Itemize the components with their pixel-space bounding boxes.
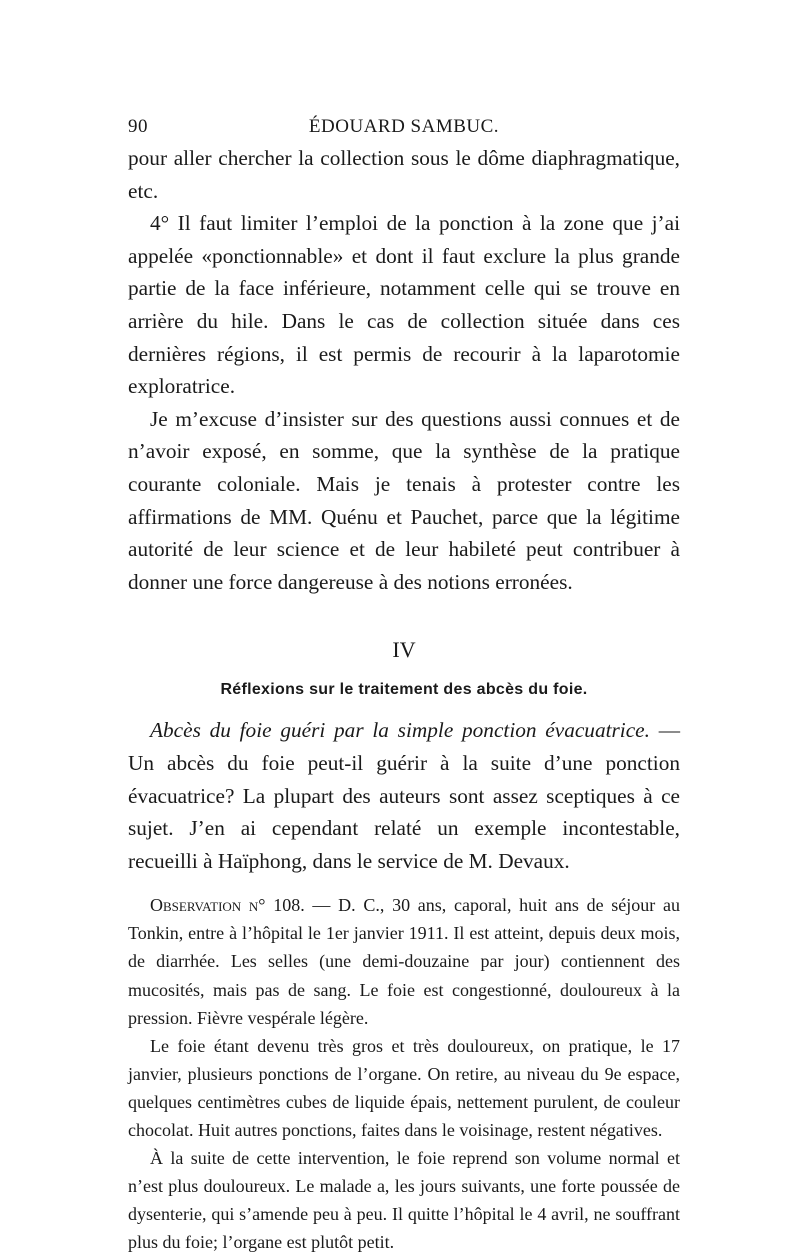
section-title: Réflexions sur le traitement des abcès du foie. <box>220 681 588 699</box>
section-number: IV <box>392 637 416 663</box>
observation-block <box>128 891 680 1256</box>
paragraph-outcome: À la suite de cette intervention, le foie reprend son volume normal et n’est plus douloureux. Le malade a, les jours suivants, une forte poussée de dysenterie, qui s’amende peu à peu. Il quitte l’hôpital le 4 avril, ne souffrant plus du foie; l’organe est plutôt petit. <box>128 1148 680 1253</box>
case-intro <box>128 714 680 877</box>
case-intro-paragraph <box>128 714 680 877</box>
running-title: ÉDOUARD SAMBUC. <box>308 116 500 137</box>
paragraph-continuation: pour aller chercher la collection sous le dôme diaphragmatique, etc. <box>128 146 680 203</box>
observation-paragraph <box>128 891 680 1031</box>
running-header <box>128 112 680 142</box>
case-intro-text: — Un abcès du foie peut-il guérir à la suite d’une ponction évacuatrice? La plupart des auteurs sont assez sceptiques à ce sujet. J’en ai cependant relaté un exemple incontestable, recueilli à Haïphong, dans le service de M. Devaux. <box>128 718 680 873</box>
book-page <box>128 112 680 1257</box>
paragraph-ponction: Le foie étant devenu très gros et très douloureux, on pratique, le 17 janvier, plusieurs ponctions de l’organe. On retire, au niveau du 9e espace, quelques centimètres cubes de liquide épais, nettement purulent, de couleur chocolat. Huit autres ponctions, faites dans le voisinage, restent négatives. <box>128 1035 680 1141</box>
paragraph-point-4: 4° Il faut limiter l’emploi de la ponction à la zone que j’ai appelée «ponctionnable» et dont il faut exclure la plus grande partie de la face inférieure, notamment celle qui se trouve en arrière du hile. Dans le cas de collection située dans ces dernières régions, il est permis de recourir à la laparotomie exploratrice. <box>128 211 680 399</box>
observation-text: — D. C., 30 ans, caporal, huit ans de séjour au Tonkin, entre à l’hôpital le 1er janvier 1911. Il est atteint, depuis deux mois, de diarrhée. Les selles (une demi-douzaine par jour) contiennent des mucosités, mais pas de sang. Le foie est congestionné, douloureux à la pression. Fièvre vespérale légère. <box>128 895 680 1028</box>
observation-label: Observation n° 108. <box>150 895 305 916</box>
case-title: Abcès du foie guéri par la simple ponction évacuatrice. <box>150 718 650 743</box>
paragraph-apology: Je m’excuse d’insister sur des questions aussi connues et de n’avoir exposé, en somme, que la synthèse de la pratique courante coloniale. Mais je tenais à protester contre les affirmations de MM. Quénu et Pauchet, parce que la légitime autorité de leur science et de leur habileté peut contribuer à donner une force dangereuse à des notions erronées. <box>128 406 680 594</box>
body-text-top <box>128 142 680 598</box>
page-number: 90 <box>128 116 148 137</box>
